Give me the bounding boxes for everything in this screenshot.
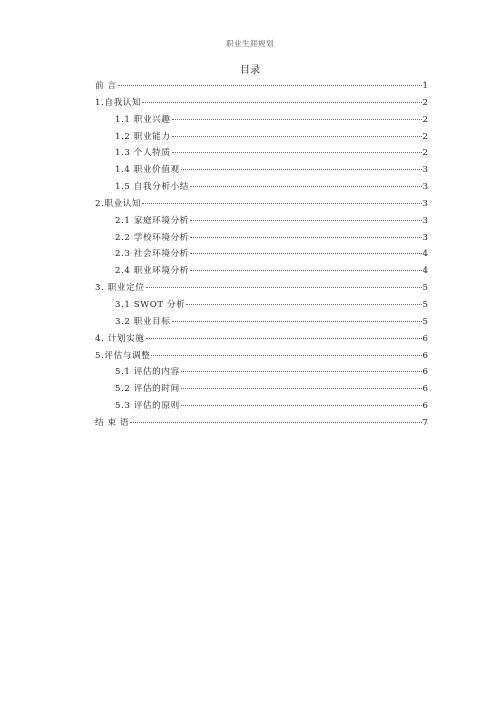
toc-entry[interactable] — [95, 331, 428, 348]
toc-entry[interactable] — [95, 314, 428, 331]
toc-entry-page: 1 — [422, 81, 428, 91]
toc-entry[interactable] — [95, 196, 428, 213]
dot-leader — [172, 118, 422, 120]
table-of-contents — [95, 78, 428, 432]
toc-entry-page: 3 — [422, 182, 428, 193]
toc-title: 目录 — [240, 65, 260, 76]
toc-entry-label: 3.1 SWOT 分析 — [115, 299, 186, 310]
toc-entry-label: 1.1 职业兴趣 — [115, 114, 171, 125]
toc-entry-page: 2 — [422, 114, 428, 125]
dot-leader — [142, 202, 421, 204]
dot-leader — [190, 185, 422, 187]
toc-entry[interactable] — [95, 129, 428, 146]
dot-leader — [172, 320, 422, 322]
toc-entry[interactable] — [95, 348, 428, 365]
toc-entry-label: 1.5 自我分析小结 — [115, 182, 189, 193]
toc-entry-label: 结 束 语 — [95, 417, 130, 428]
toc-entry[interactable] — [95, 364, 428, 381]
toc-entry[interactable] — [95, 398, 428, 415]
toc-entry[interactable] — [95, 246, 428, 263]
toc-entry[interactable] — [95, 112, 428, 129]
toc-entry-label: 1.2 职业能力 — [115, 131, 171, 142]
toc-entry-page: 3 — [422, 198, 428, 209]
toc-entry-label: 1.4 职业价值观 — [115, 165, 180, 176]
dot-leader — [146, 337, 422, 339]
toc-entry-label: 4. 计划实施 — [95, 333, 145, 344]
toc-entry-label: 前 言 — [95, 81, 117, 91]
toc-entry-label: 1.自我认知 — [95, 97, 142, 108]
toc-entry[interactable] — [95, 280, 428, 297]
running-header: 职业生涯规划 — [226, 39, 274, 48]
toc-entry[interactable] — [95, 95, 428, 112]
toc-entry-label: 3. 职业定位 — [95, 283, 145, 294]
toc-entry[interactable] — [95, 297, 428, 314]
dot-leader — [190, 219, 422, 221]
dot-leader — [118, 84, 422, 86]
dot-leader — [181, 387, 422, 389]
toc-entry[interactable] — [95, 78, 428, 95]
toc-entry-page: 3 — [422, 232, 428, 243]
toc-entry-label: 2.职业认知 — [95, 198, 142, 209]
toc-entry-label: 2.2 学校环境分析 — [115, 232, 189, 243]
toc-entry[interactable] — [95, 145, 428, 162]
dot-leader — [172, 151, 422, 153]
toc-entry-label: 3.2 职业目标 — [115, 316, 171, 327]
toc-entry[interactable] — [95, 263, 428, 280]
dot-leader — [181, 404, 422, 406]
toc-entry-page: 6 — [422, 350, 428, 361]
toc-entry-page: 6 — [422, 401, 428, 412]
toc-entry-page: 5 — [422, 283, 428, 294]
dot-leader — [190, 269, 422, 271]
toc-entry-page: 5 — [422, 316, 428, 327]
toc-entry-page: 6 — [422, 367, 428, 378]
toc-entry-page: 7 — [422, 417, 428, 428]
toc-entry-page: 6 — [422, 384, 428, 395]
toc-entry-page: 5 — [422, 299, 428, 310]
toc-entry-label: 2.3 社会环境分析 — [115, 249, 189, 260]
dot-leader — [181, 168, 422, 170]
toc-entry-page: 4 — [422, 266, 428, 277]
dot-leader — [190, 252, 422, 254]
toc-entry-label: 2.4 职业环境分析 — [115, 266, 189, 277]
toc-entry-page: 3 — [422, 215, 428, 226]
dot-leader — [181, 370, 422, 372]
toc-entry-label: 1.3 个人特质 — [115, 148, 171, 159]
toc-entry-page: 2 — [422, 97, 428, 108]
toc-entry[interactable] — [95, 230, 428, 247]
toc-entry-label: 2.1 家庭环境分析 — [115, 215, 189, 226]
toc-entry[interactable] — [95, 162, 428, 179]
toc-entry-label: 5.2 评估的时间 — [115, 384, 180, 395]
dot-leader — [172, 135, 422, 137]
dot-leader — [186, 303, 421, 305]
toc-entry-label: 5.评估与调整 — [95, 350, 151, 361]
toc-entry[interactable] — [95, 381, 428, 398]
toc-entry[interactable] — [95, 415, 428, 432]
toc-entry-page: 3 — [422, 165, 428, 176]
dot-leader — [130, 421, 421, 423]
toc-entry-label: 5.1 评估的内容 — [115, 367, 180, 378]
toc-entry-page: 6 — [422, 333, 428, 344]
dot-leader — [146, 286, 422, 288]
dot-leader — [151, 354, 421, 356]
toc-entry-label: 5.3 评估的原则 — [115, 401, 180, 412]
toc-entry[interactable] — [95, 213, 428, 230]
toc-entry-page: 2 — [422, 148, 428, 159]
toc-entry-page: 2 — [422, 131, 428, 142]
toc-entry-page: 4 — [422, 249, 428, 260]
dot-leader — [190, 236, 422, 238]
toc-entry[interactable] — [95, 179, 428, 196]
dot-leader — [142, 101, 421, 103]
